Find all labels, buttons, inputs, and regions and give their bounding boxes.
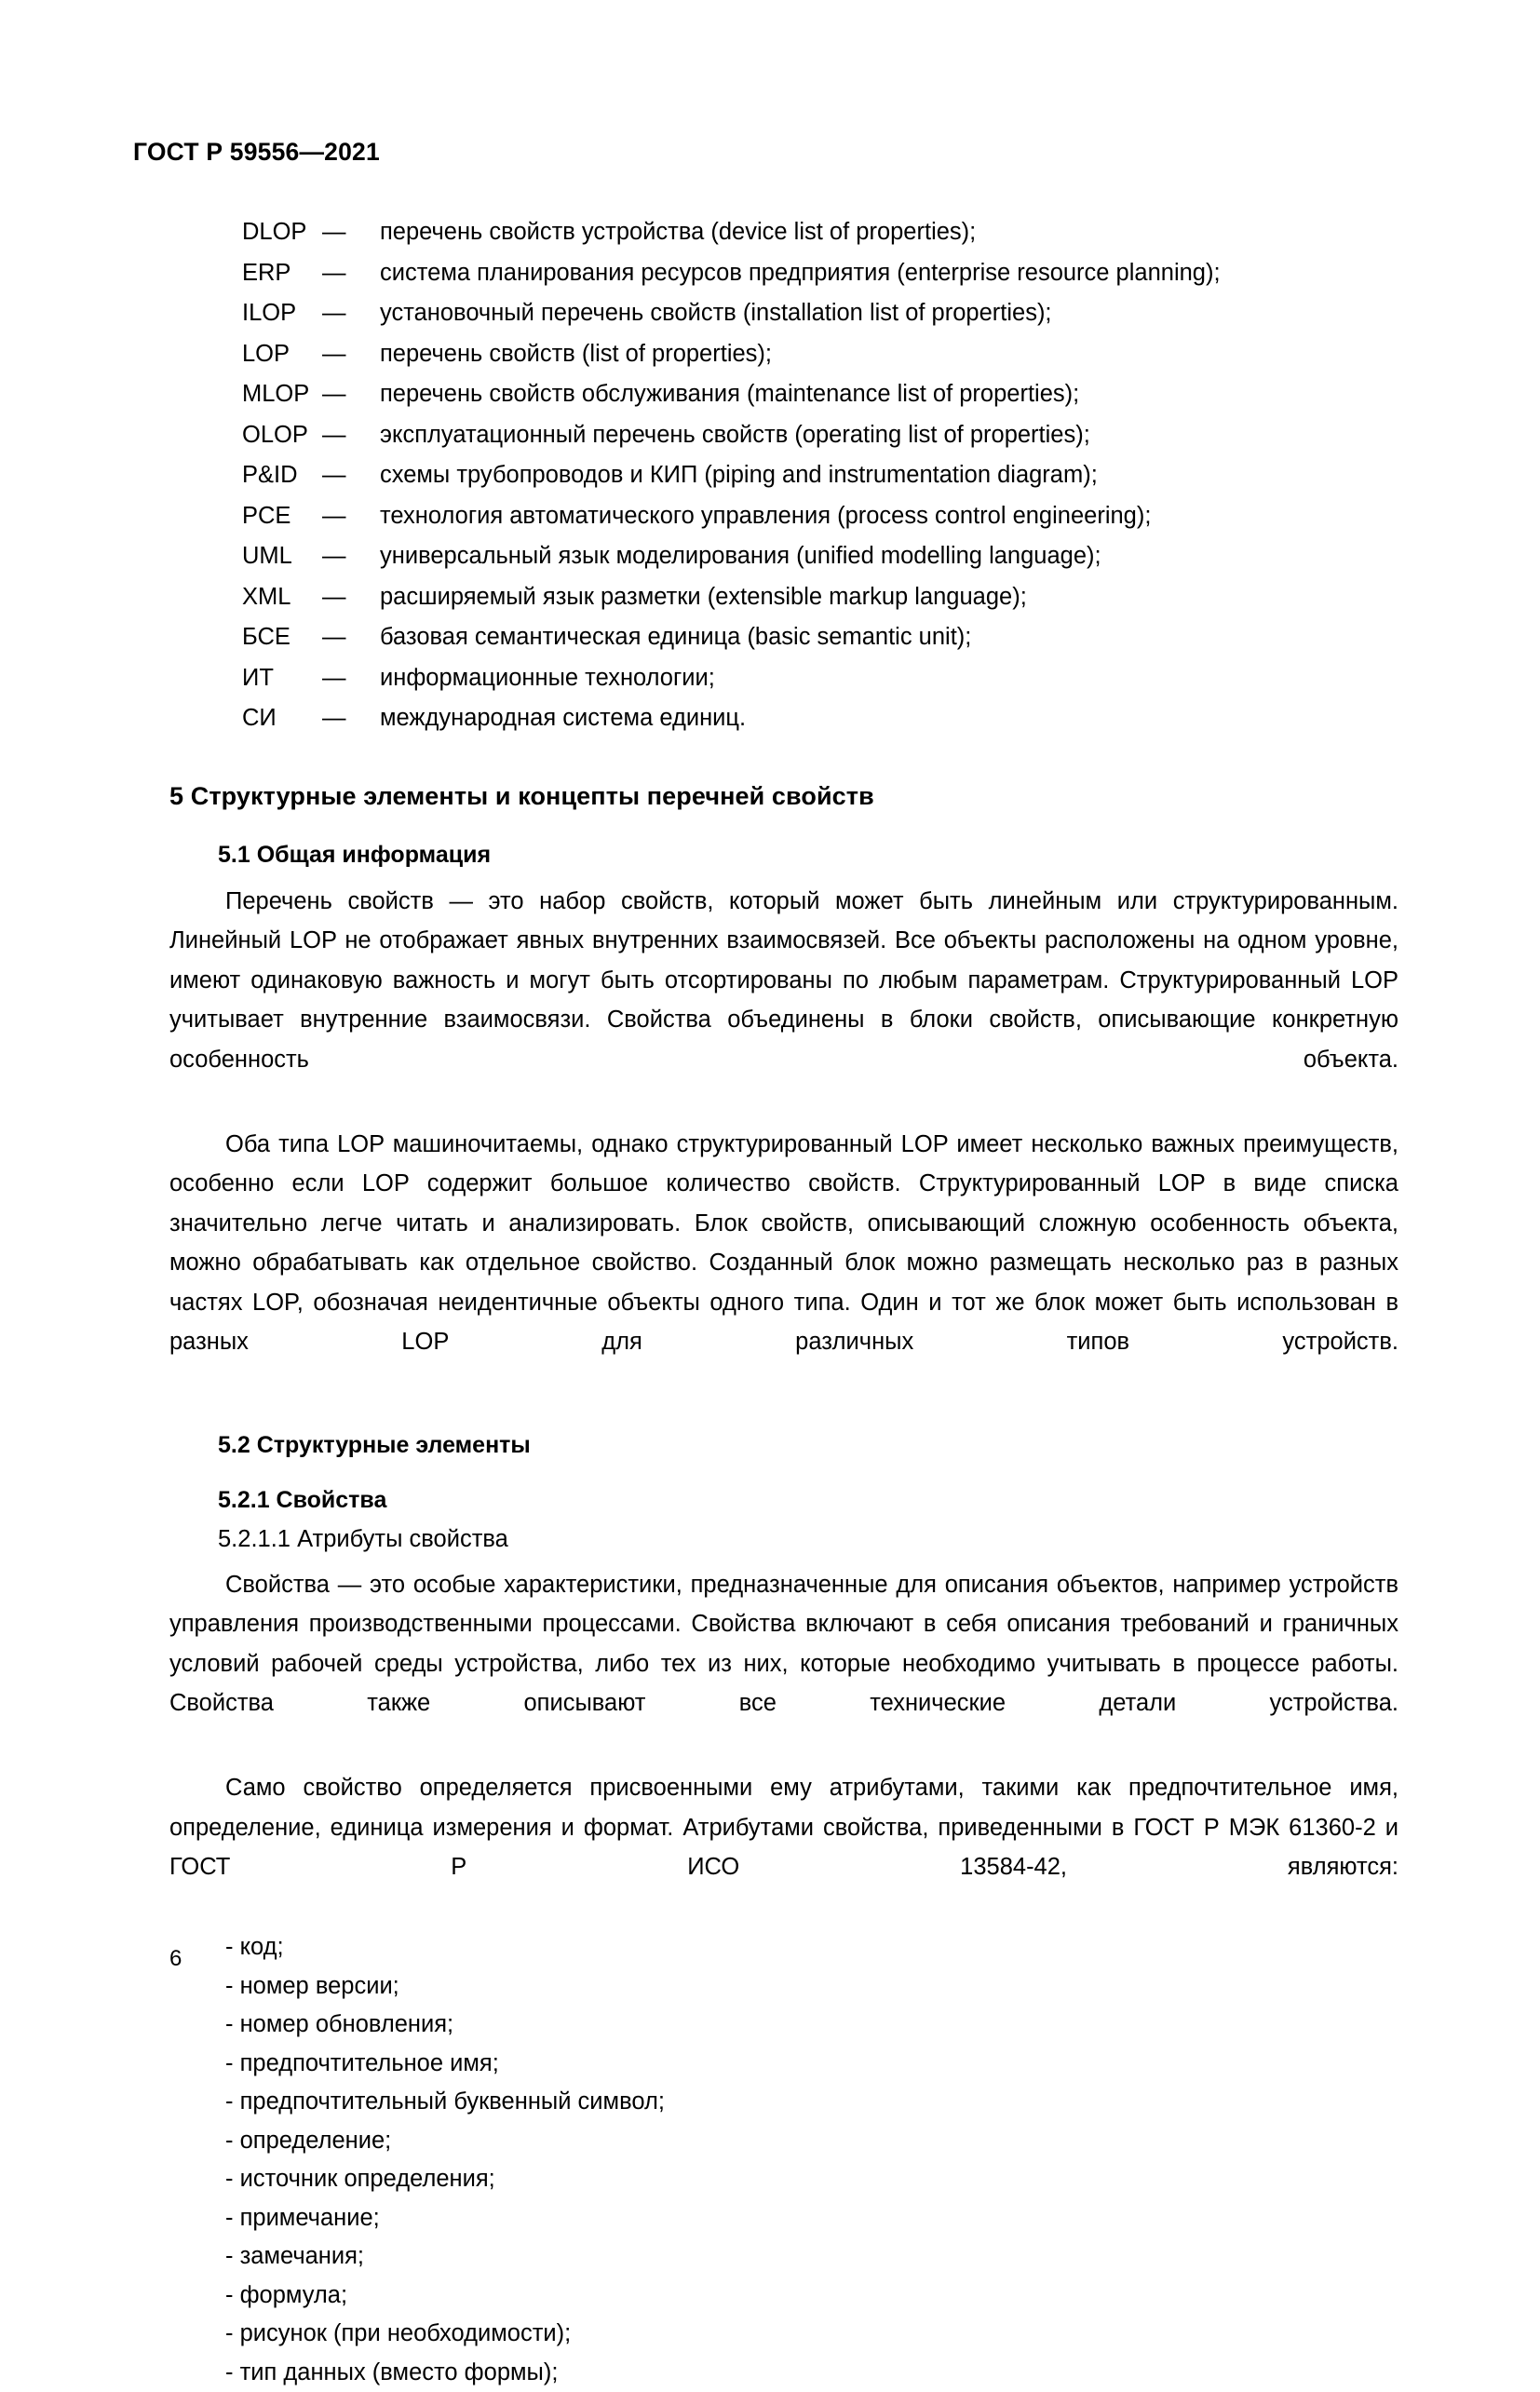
- abbreviation-dash: —: [322, 334, 380, 375]
- abbreviation-row: [242, 334, 1398, 375]
- abbreviation-term: P&ID: [242, 455, 322, 496]
- abbreviation-dash: —: [322, 698, 380, 739]
- list-item: - предпочтительное имя;: [225, 2045, 1398, 2084]
- abbreviation-list: [242, 212, 1398, 739]
- abbreviation-dash: —: [322, 293, 380, 334]
- abbreviation-term: ILOP: [242, 293, 322, 334]
- abbreviation-term: СИ: [242, 698, 322, 739]
- abbreviation-definition: универсальный язык моделирования (unified modelling language);: [380, 536, 1398, 577]
- list-item: - тип данных (вместо формы);: [225, 2354, 1398, 2392]
- list-item: - номер версии;: [225, 1967, 1398, 2007]
- section-heading-5: 5 Структурные элементы и концепты перечней свойств: [169, 739, 1398, 811]
- abbreviation-dash: —: [322, 577, 380, 618]
- abbreviation-term: DLOP: [242, 212, 322, 253]
- paragraph-5-2-1-1-1: Свойства — это особые характеристики, предназначенные для описания объектов, например устройств управления производственными процессами. Свойства включают в себя описания требований и граничных условий рабочей среды устройства, либо тех из них, которые необходимо учитывать в процессе работы. Свойства также описывают все технические детали устройства.: [169, 1560, 1398, 1764]
- abbreviation-definition: эксплуатационный перечень свойств (operating list of properties);: [380, 415, 1398, 456]
- list-item: - определение;: [225, 2122, 1398, 2161]
- abbreviation-definition: информационные технологии;: [380, 658, 1398, 699]
- running-header: ГОСТ Р 59556—2021: [133, 0, 1398, 167]
- abbreviation-row: [242, 374, 1398, 415]
- abbreviation-term: OLOP: [242, 415, 322, 456]
- list-item: - рисунок (при необходимости);: [225, 2315, 1398, 2354]
- abbreviation-row: [242, 455, 1398, 496]
- paragraph-5-1-1: Перечень свойств — это набор свойств, который может быть линейным или структурированным. Линейный LOP не отображает явных внутренних взаимосвязей. Все объекты расположены на одном уровне, имеют одинаковую важность и могут быть отсортированы по любым параметрам. Структурированный LOP учитывает внутренние взаимосвязи. Свойства объединены в блоки свойств, описывающие конкретную особенность объекта.: [169, 869, 1398, 1119]
- abbreviation-row: [242, 658, 1398, 699]
- abbreviation-definition: перечень свойств обслуживания (maintenance list of properties);: [380, 374, 1398, 415]
- abbreviation-row: [242, 253, 1398, 294]
- abbreviation-row: [242, 698, 1398, 739]
- abbreviation-definition: перечень свойств устройства (device list of properties);: [380, 212, 1398, 253]
- abbreviation-term: БСЕ: [242, 617, 322, 658]
- abbreviation-term: XML: [242, 577, 322, 618]
- abbreviation-row: [242, 496, 1398, 537]
- abbreviation-row: [242, 536, 1398, 577]
- section-heading-5-2: 5.2 Структурные элементы: [169, 1401, 1398, 1459]
- abbreviation-dash: —: [322, 658, 380, 699]
- abbreviation-definition: базовая семантическая единица (basic semantic unit);: [380, 617, 1398, 658]
- abbreviation-dash: —: [322, 253, 380, 294]
- abbreviation-dash: —: [322, 496, 380, 537]
- abbreviation-definition: расширяемый язык разметки (extensible markup language);: [380, 577, 1398, 618]
- list-item: - формула;: [225, 2277, 1398, 2316]
- abbreviation-term: MLOP: [242, 374, 322, 415]
- page-content: [169, 0, 1398, 2392]
- abbreviation-definition: перечень свойств (list of properties);: [380, 334, 1398, 375]
- abbreviation-term: ERP: [242, 253, 322, 294]
- abbreviation-row: [242, 577, 1398, 618]
- list-item: - примечание;: [225, 2199, 1398, 2238]
- abbreviation-row: [242, 293, 1398, 334]
- section-heading-5-2-1-1: 5.2.1.1 Атрибуты свойства: [169, 1514, 1398, 1560]
- list-item: - номер обновления;: [225, 2006, 1398, 2045]
- list-item: - код;: [225, 1928, 1398, 1967]
- abbreviation-term: ИТ: [242, 658, 322, 699]
- abbreviation-dash: —: [322, 536, 380, 577]
- abbreviation-dash: —: [322, 617, 380, 658]
- abbreviation-row: [242, 617, 1398, 658]
- abbreviation-row: [242, 212, 1398, 253]
- page-number: 6: [169, 1946, 182, 1972]
- abbreviation-definition: установочный перечень свойств (installation list of properties);: [380, 293, 1398, 334]
- abbreviation-dash: —: [322, 212, 380, 253]
- abbreviation-definition: технология автоматического управления (process control engineering);: [380, 496, 1398, 537]
- abbreviation-row: [242, 415, 1398, 456]
- abbreviation-definition: система планирования ресурсов предприятия (enterprise resource planning);: [380, 253, 1398, 294]
- list-item: - источник определения;: [225, 2160, 1398, 2199]
- section-heading-5-2-1: 5.2.1 Свойства: [169, 1459, 1398, 1514]
- abbreviation-dash: —: [322, 415, 380, 456]
- list-item: - предпочтительный буквенный символ;: [225, 2083, 1398, 2122]
- abbreviation-dash: —: [322, 455, 380, 496]
- abbreviation-definition: схемы трубопроводов и КИП (piping and instrumentation diagram);: [380, 455, 1398, 496]
- abbreviation-definition: международная система единиц.: [380, 698, 1398, 739]
- abbreviation-dash: —: [322, 374, 380, 415]
- abbreviation-term: UML: [242, 536, 322, 577]
- abbreviation-term: LOP: [242, 334, 322, 375]
- paragraph-5-2-1-1-2: Само свойство определяется присвоенными ему атрибутами, такими как предпочтительное имя, определение, единица измерения и формат. Атрибутами свойства, приведенными в ГОСТ Р МЭК 61360-2 и ГОСТ Р ИСО 13584-42, являются:: [169, 1763, 1398, 1926]
- abbreviation-term: PCE: [242, 496, 322, 537]
- paragraph-5-1-2: Оба типа LOP машиночитаемы, однако структурированный LOP имеет несколько важных преимуществ, особенно если LOP содержит большое количество свойств. Структурированный LOP в виде списка значительно легче читать и анализировать. Блок свойств, описывающий сложную особенность объекта, можно обрабатывать как отдельное свойство. Созданный блок можно размещать несколько раз в разных частях LOP, обозначая неидентичные объекты одного типа. Один и тот же блок может быть использован в разных LOP для различных типов устройств.: [169, 1119, 1398, 1402]
- section-heading-5-1: 5.1 Общая информация: [169, 811, 1398, 869]
- list-item: - замечания;: [225, 2237, 1398, 2277]
- property-attributes-list: [169, 1926, 1398, 2392]
